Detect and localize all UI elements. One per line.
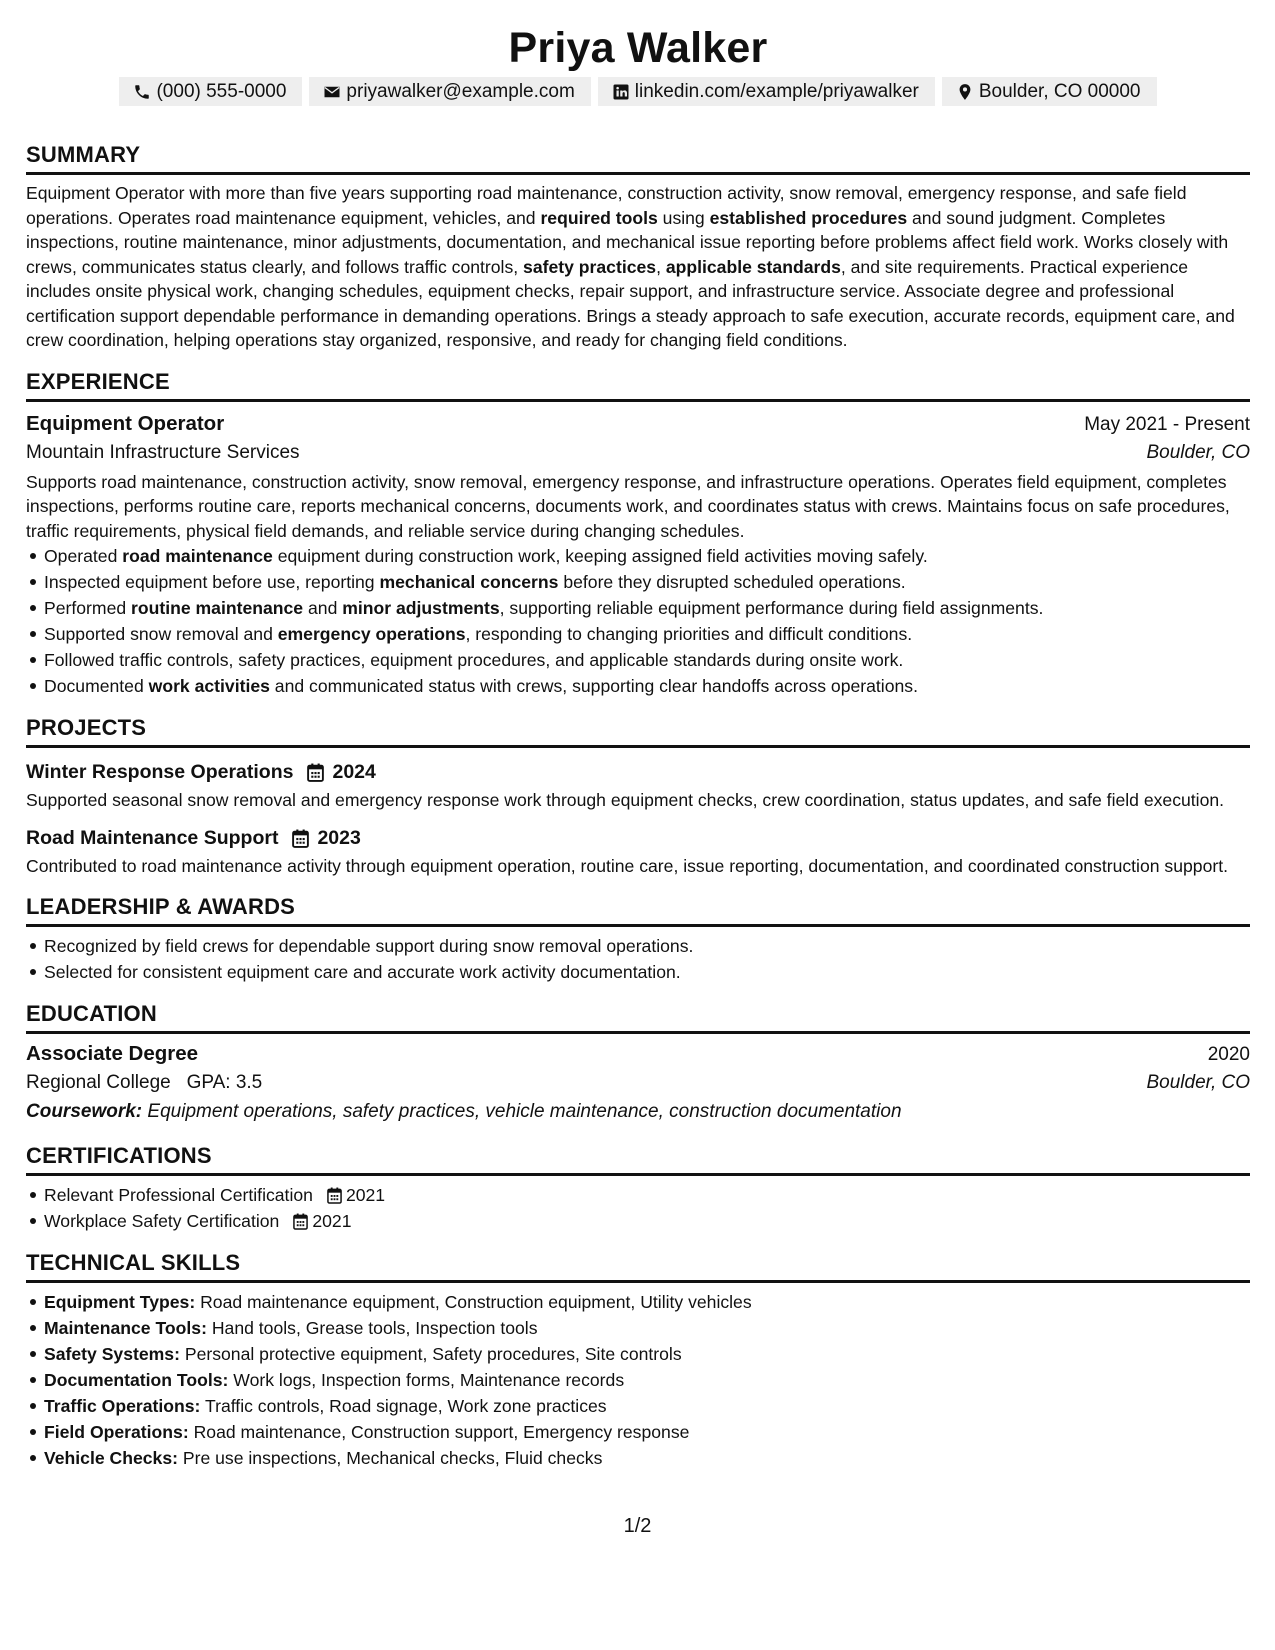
skill-value: Pre use inspections, Mechanical checks, Fluid checks [182,1448,603,1468]
contact-phone [119,77,302,106]
skill-label: Field Operations: [44,1422,189,1442]
page-number: 1/2 [623,1515,652,1537]
coursework-label: Coursework: [26,1101,143,1122]
contact-linkedin-text: linkedin.com/example/priyawalker [634,80,919,102]
summary-text: Equipment Operator with more than five years supporting road maintenance, construction activity, snow removal, emergency response, and safe field operations. Operates road maintenance equipment, vehicles, and required tools using established procedures and sound judgment. Completes inspections, routine maintenance, minor adjustments, documentation, and mechanical issue reporting before problems affect field work. Works closely with crews, communicates status clearly, and follows traffic controls, safety practices, applicable standards, and site requirements. Practical experience includes onsite physical work, changing schedules, equipment checks, repair support, and infrastructure service. Associate degree and professional certification support dependable performance in demanding operations. Brings a steady approach to safe execution, accurate records, equipment care, and crew coordination, helping operations stay organized, responsive, and ready for changing field conditions. [26,183,1235,350]
skill-value: Road maintenance equipment, Construction equipment, Utility vehicles [200,1292,752,1312]
school-location: Boulder, CO [1146,1072,1250,1093]
contact-location-text: Boulder, CO 00000 [978,80,1141,102]
section-title: EXPERIENCE [26,369,1250,402]
skill-value: Traffic controls, Road signage, Work zone practices [205,1396,607,1416]
skill-value: Personal protective equipment, Safety procedures, Site controls [184,1344,682,1364]
skills-section [26,1250,1250,1471]
experience-section [26,369,1250,700]
contact-linkedin[interactable] [598,77,935,106]
certifications-list [26,1182,1250,1234]
project-heading [26,758,1250,786]
contact-phone-text: (000) 555-0000 [156,80,287,102]
skill-label: Vehicle Checks: [44,1448,178,1468]
calendar-icon [292,829,309,848]
coursework [26,1097,1250,1127]
candidate-name: Priya Walker [508,24,768,72]
list-item [26,1315,1250,1341]
list-item: Performed routine maintenance and minor adjustments, supporting reliable equipment performance during field assignments. [26,595,1250,621]
section-title: LEADERSHIP & AWARDS [26,894,1250,927]
company-name: Mountain Infrastructure Services [26,441,300,463]
skill-value: Hand tools, Grease tools, Inspection tools [211,1318,538,1338]
certification-name: Workplace Safety Certification [44,1211,280,1231]
calendar-icon [293,1213,308,1230]
resume-page [26,22,1250,1471]
job-bullets [26,543,1250,699]
list-item: Selected for consistent equipment care and accurate work activity documentation. [26,959,1250,985]
list-item: Operated road maintenance equipment during construction work, keeping assigned field activities moving safely. [26,543,1250,569]
list-item [26,1341,1250,1367]
contact-email[interactable] [309,77,590,106]
list-item: Supported snow removal and emergency operations, responding to changing priorities and difficult conditions. [26,621,1250,647]
project-name: Winter Response Operations [26,761,294,783]
project-year: 2023 [317,827,361,849]
degree-name: Associate Degree [26,1042,199,1065]
school-line [26,1068,262,1097]
project-name: Road Maintenance Support [26,827,279,849]
calendar-icon [327,1187,342,1204]
gpa: GPA: 3.5 [186,1072,263,1093]
coursework-text: Equipment operations, safety practices, vehicle maintenance, construction documentation [147,1101,902,1122]
list-item [26,1419,1250,1445]
school-name: Regional College [26,1072,171,1093]
project-year: 2024 [332,761,376,783]
linkedin-icon [612,83,630,101]
list-item: Inspected equipment before use, reporting mechanical concerns before they disrupted scheduled operations. [26,569,1250,595]
list-item: Recognized by field crews for dependable support during snow removal operations. [26,933,1250,959]
job-dates: May 2021 - Present [1084,413,1250,435]
section-title: EDUCATION [26,1001,1250,1034]
contact-email-text: priyawalker@example.com [346,80,575,102]
skill-label: Safety Systems: [44,1344,180,1364]
skill-value: Work logs, Inspection forms, Maintenance records [233,1370,625,1390]
skill-label: Equipment Types: [44,1292,196,1312]
graduation-year: 2020 [1207,1044,1250,1065]
education-section [26,1001,1250,1127]
section-title: SUMMARY [26,142,1250,175]
skill-label: Traffic Operations: [44,1396,201,1416]
projects-section [26,715,1250,878]
list-item [26,1445,1250,1471]
envelope-icon [323,83,341,101]
project-description: Contributed to road maintenance activity through equipment operation, routine care, issue reporting, documentation, and coordinated construction support. [26,856,1228,876]
list-item [26,1393,1250,1419]
skill-label: Documentation Tools: [44,1370,229,1390]
section-title: TECHNICAL SKILLS [26,1250,1250,1283]
certifications-section [26,1143,1250,1234]
calendar-icon [307,763,324,782]
list-item: Followed traffic controls, safety practices, equipment procedures, and applicable standards during onsite work. [26,647,1250,673]
skill-label: Maintenance Tools: [44,1318,207,1338]
skills-list [26,1289,1250,1471]
job-location: Boulder, CO [1146,441,1250,463]
list-item [26,1367,1250,1393]
list-item [26,1182,1250,1208]
certification-year: 2021 [345,1185,386,1205]
leadership-section [26,894,1250,985]
project-description: Supported seasonal snow removal and emergency response work through equipment checks, crew coordination, status updates, and safe field execution. [26,790,1225,810]
job-description: Supports road maintenance, construction activity, snow removal, emergency response, and infrastructure operations. Operates field equipment, completes inspections, performs routine care, reports mechanical concerns, documents work, and coordinates status with crews. Maintains focus on safe procedures, traffic requirements, physical field demands, and reliable service during changing schedules. [26,471,1230,541]
certification-name: Relevant Professional Certification [44,1185,313,1205]
contact-bar [26,77,1250,106]
map-pin-icon [956,83,974,101]
skill-value: Road maintenance, Construction support, Emergency response [193,1422,690,1442]
list-item [26,1208,1250,1234]
list-item: Documented work activities and communicated status with crews, supporting clear handoffs across operations. [26,673,1250,699]
project-heading [26,824,1250,852]
list-item [26,1289,1250,1315]
leadership-list [26,933,1250,985]
contact-location [942,77,1157,106]
phone-icon [133,83,151,101]
certification-year: 2021 [312,1211,352,1231]
section-title: CERTIFICATIONS [26,1143,1250,1176]
summary-section [26,142,1250,353]
job-title: Equipment Operator [26,411,225,435]
section-title: PROJECTS [26,715,1250,748]
